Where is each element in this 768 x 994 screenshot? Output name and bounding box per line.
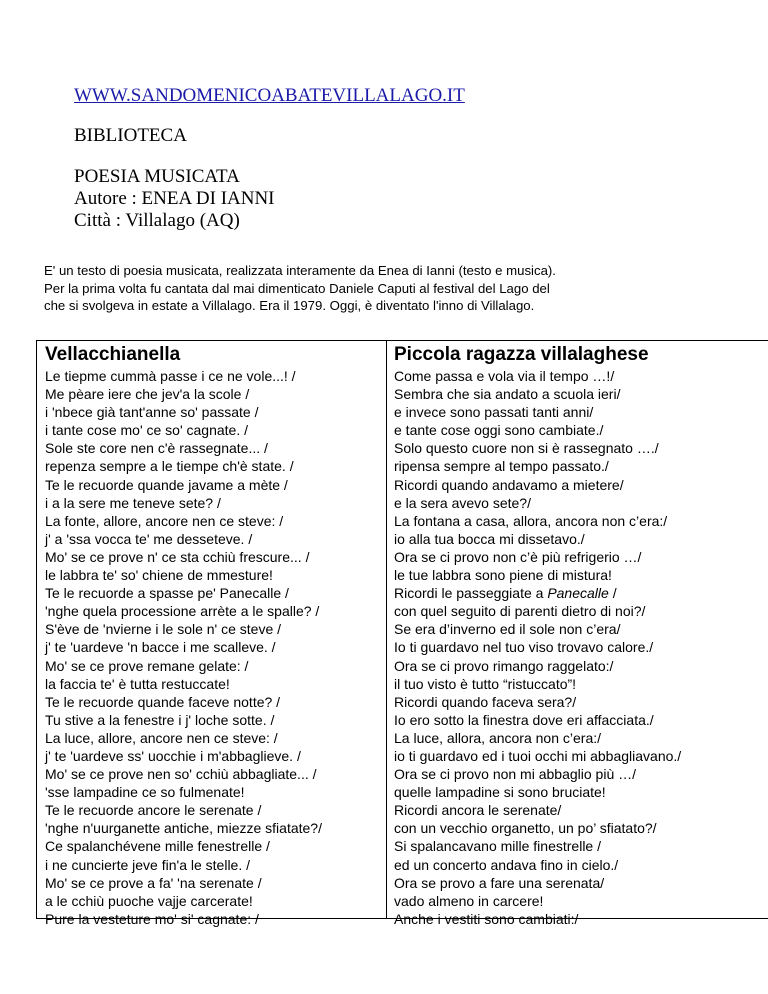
italian-line: Sembra che sia andato a scuola ieri/ [394,386,621,403]
intro-paragraph [44,262,724,315]
italian-line: Ora se ci provo rimango raggelato:/ [394,657,614,674]
dialect-line: Te le recuorde a spasse pe' Panecalle / [45,585,289,602]
italian-line: Anche i vestiti sono cambiati:/ [394,910,579,927]
website-link[interactable]: WWW.SANDOMENICOABATEVILLALAGO.IT [74,85,465,106]
dialect-line: Sole ste core nen c'è rassegnate... / [45,440,268,457]
italian-line: Ricordi quando faceva sera?/ [394,693,577,710]
dialect-line: j' te 'uardeve ss' uocchie i m'abbaglieve. / [45,747,301,764]
italian-line: Ricordi le passeggiate a Panecalle / [394,585,617,602]
dialect-line: Mo' se ce prove n' ce sta cchiù frescure... / [45,548,310,565]
dialect-line: La luce, allore, ancore nen ce steve: / [45,729,278,746]
dialect-line: Ce spalanchévene mille fenestrelle / [45,838,270,855]
poem-table [36,340,768,927]
italian-line: Se era d’inverno ed il sole non c’era/ [394,621,621,638]
italian-line: Io ero sotto la finestra dove eri affacciata./ [394,711,654,728]
italian-line: con quel seguito di parenti dietro di noi?/ [394,603,646,620]
dialect-line: 'nghe quela processione arrète a le spalle? / [45,603,320,620]
dialect-line: Pure la vesteture mo' si' cagnate: / [45,910,259,927]
intro-line: che si svolgeva in estate a Villalago. Era il 1979. Oggi, è diventato l'inno di Villalago. [44,298,535,313]
dialect-line: i 'nbece già tant'anne so' passate / [45,404,259,421]
italian-line: Ora se provo a fare una serenata/ [394,874,605,891]
italian-column [394,343,768,928]
italian-line: Solo questo cuore non si è rassegnato …./ [394,440,659,457]
dialect-line: 'sse lampadine ce so fulmenate! [45,784,245,801]
dialect-line: j' te 'uardeve 'n bacce i me scalleve. / [45,639,276,656]
italian-line: io alla tua bocca mi dissetavo./ [394,530,585,547]
dialect-line: La fonte, allore, ancore nen ce steve: / [45,512,284,529]
italian-line: La fontana a casa, allora, ancora non c’era:/ [394,512,668,529]
italian-line: Ora se ci provo non c’è più refrigerio …/ [394,548,642,565]
italian-line: e invece sono passati tanti anni/ [394,404,594,421]
italian-line: Ora se ci provo non mi abbaglio più …/ [394,766,637,783]
column-divider [386,341,387,918]
dialect-lines [45,367,383,928]
dialect-line: Me pèare iere che jev'a la scole / [45,386,250,403]
intro-line: Per la prima volta fu cantata dal mai dimenticato Daniele Caputi al festival del Lago del [44,280,550,296]
document-header [74,85,465,232]
italian-line: Ricordi quando andavamo a mietere/ [394,476,624,493]
italian-line: Si spalancavano mille finestrelle / [394,838,601,855]
dialect-line: Mo' se ce prove a fa' 'na serenate / [45,874,262,891]
italian-line: con un vecchio organetto, un po’ sfiatato?/ [394,820,657,837]
author-label: Autore : ENEA DI IANNI [74,188,275,209]
dialect-line: Mo' se ce prove remane gelate: / [45,657,249,674]
dialect-line: le labbra te' so' chiene de mmesture! [45,567,273,584]
dialect-line: a le cchiù puoche vajje carcerate! [45,892,253,909]
dialect-line: Te le recuorde quande javame a mète / [45,476,288,493]
dialect-line: i a la sere me teneve sete? / [45,494,221,511]
dialect-title: Vellacchianella [45,344,181,365]
dialect-line: Mo' se ce prove nen so' cchiù abbagliate... / [45,766,317,783]
intro-line: E' un testo di poesia musicata, realizzata interamente da Enea di Ianni (testo e musica). [44,263,556,278]
italian-line: io ti guardavo ed i tuoi occhi mi abbagliavano./ [394,747,682,764]
dialect-line: Te le recuorde ancore le serenate / [45,802,262,819]
italian-line: Ricordi ancora le serenate/ [394,802,562,819]
italian-line: le tue labbra sono piene di mistura! [394,567,612,584]
dialect-line: Te le recuorde quande faceve notte? / [45,693,281,710]
dialect-line: j' a 'ssa vocca te' me desseteve. / [45,530,253,547]
dialect-line: Tu stive a la fenestre i j' loche sotte. / [45,711,275,728]
italian-line: ripensa sempre al tempo passato./ [394,458,609,475]
genre-label: POESIA MUSICATA [74,166,240,187]
section-label: BIBLIOTECA [74,125,187,146]
italian-line: Come passa e vola via il tempo …!/ [394,368,615,384]
city-label: Città : Villalago (AQ) [74,210,240,231]
italian-line: e la sera avevo sete?/ [394,494,531,511]
dialect-line: Le tiepme cummà passe i ce ne vole...! / [45,368,296,384]
italian-line: il tuo visto è tutto “ristuccato”! [394,675,577,692]
dialect-line: la faccia te' è tutta restuccate! [45,675,230,692]
italian-line: quelle lampadine si sono bruciate! [394,784,606,801]
dialect-line: repenza sempre a le tiempe ch'è state. / [45,458,294,475]
dialect-column [45,343,383,928]
dialect-line: S'ève de 'nvierne i le sole n' ce steve / [45,621,282,638]
italian-line: vado almeno in carcere! [394,892,544,909]
dialect-line: 'nghe n'uurganette antiche, miezze sfiatate?/ [45,820,322,837]
italian-title: Piccola ragazza villalaghese [394,344,649,365]
dialect-line: i ne cuncierte jeve fin'a le stelle. / [45,856,251,873]
italian-line: e tante cose oggi sono cambiate./ [394,422,604,439]
italian-line: La luce, allora, ancora non c’era:/ [394,729,602,746]
italian-line: Io ti guardavo nel tuo viso trovavo calore./ [394,639,654,656]
italian-lines [394,367,768,928]
italian-line: ed un concerto andava fino in cielo./ [394,856,619,873]
dialect-line: i tante cose mo' ce so' cagnate. / [45,422,249,439]
